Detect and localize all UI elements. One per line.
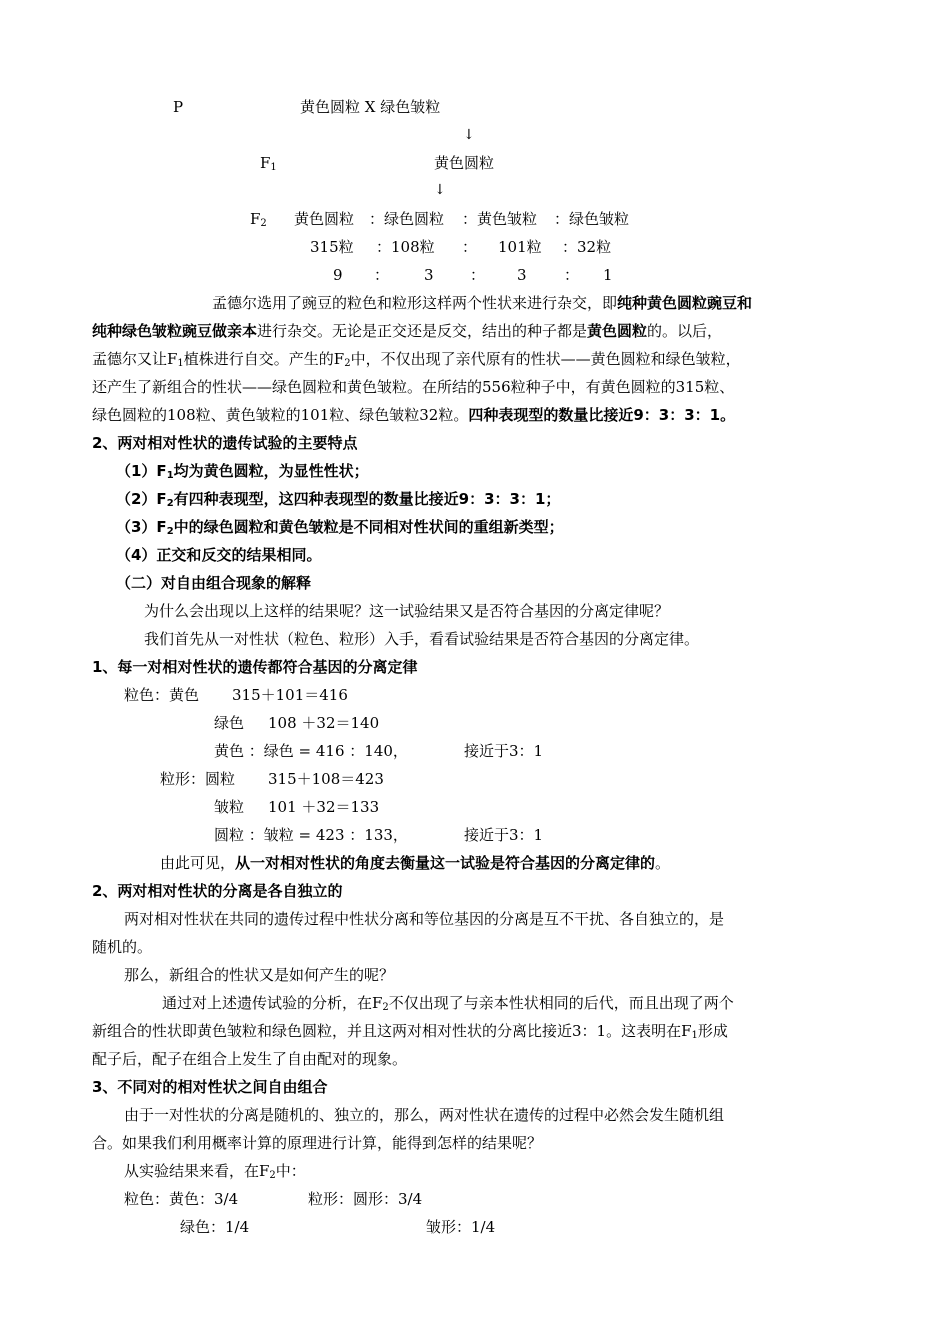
f2-count-sep: ： xyxy=(462,238,478,256)
down-arrow-icon: ↓ xyxy=(463,127,475,143)
feature-item: $(1)F_1$均为黄色圆粒，为显性性状； xyxy=(116,462,369,481)
f2-count: ：32粒 xyxy=(562,238,612,256)
color-approx: 接近于3：1 xyxy=(464,742,544,760)
f2-ratio-sep: ： xyxy=(470,266,486,284)
section-heading: （二）对自由组合现象的解释 xyxy=(116,574,312,592)
paragraph-line: 新组合的性状即黄色皱粒和绿色圆粒，并且这两对相对性状的分离比接近3：1。这表明在$F_1$形成 xyxy=(92,1022,728,1041)
f1-value: 黄色圆粒 xyxy=(434,154,495,172)
f2-count: 315粒 xyxy=(310,238,354,256)
paragraph-line: 那么，新组合的性状又是如何产生的呢？ xyxy=(124,966,395,984)
f2-ratio: 1 xyxy=(603,266,613,284)
shape-approx: 接近于3：1 xyxy=(464,826,544,844)
f2-ratio: 9 xyxy=(333,266,343,284)
paragraph-line: 通过对上述遗传试验的分析，在$F_2$不仅出现了与亲本性状相同的后代，而且出现了两个 xyxy=(162,994,734,1013)
f1-label: $F_1$ xyxy=(260,154,277,173)
paragraph-line: 两对相对性状在共同的遗传过程中性状分离和等位基因的分离是互不干扰、各自独立的，是 xyxy=(124,910,725,928)
f2-count: 101粒 xyxy=(498,238,542,256)
color-label: 粒色：黄色 xyxy=(124,686,200,704)
paragraph-line: 从实验结果来看，在$F_2$中： xyxy=(124,1162,306,1181)
section-heading: 2、两对相对性状的遗传试验的主要特点 xyxy=(92,434,358,452)
conclusion: 由此可见，从一对相对性状的角度去衡量这一试验是符合基因的分离定律的。 xyxy=(160,854,671,872)
shape-ratio: 圆粒 ：皱粒 = 423 ：133， xyxy=(214,826,408,844)
f2-ratio-sep: ： xyxy=(374,266,390,284)
paragraph-line: 我们首先从一对性状（粒色、粒形）入手，看看试验结果是否符合基因的分离定律。 xyxy=(144,630,700,648)
shape-round-sum: 315＋108＝423 xyxy=(268,770,384,788)
f2-ratio: 3 xyxy=(517,266,527,284)
shape-wrinkled-prob: 皱形：1/4 xyxy=(426,1218,496,1236)
paragraph-line: 合。如果我们利用概率计算的原理进行计算，能得到怎样的结果呢？ xyxy=(92,1134,543,1152)
color-green-sum: 108 ＋32＝140 xyxy=(268,714,380,732)
shape-round-prob: 粒形：圆形：3/4 xyxy=(308,1190,423,1208)
color-ratio: 黄色 ：绿色 = 416 ：140， xyxy=(214,742,408,760)
color-green-label: 绿色 xyxy=(214,714,245,732)
section-heading: 1、每一对相对性状的遗传都符合基因的分离定律 xyxy=(92,658,418,676)
p-generation-cross: 黄色圆粒 X 绿色皱粒 xyxy=(300,98,441,116)
f2-ratio-sep: ： xyxy=(564,266,580,284)
intro-line-2: 纯种绿色皱粒豌豆做亲本进行杂交。无论是正交还是反交，结出的种子都是黄色圆粒的。以后， xyxy=(92,322,723,340)
color-yellow-sum: 315＋101＝416 xyxy=(232,686,348,704)
paragraph-line: 为什么会出现以上这样的结果呢？这一试验结果又是否符合基因的分离定律呢？ xyxy=(144,602,670,620)
f2-phenotype: ：绿色圆粒 xyxy=(369,210,445,228)
shape-wrinkled-sum: 101 ＋32＝133 xyxy=(268,798,380,816)
feature-item: $(3)F_2$中的绿色圆粒和黄色皱粒是不同相对性状间的重组新类型； xyxy=(116,518,564,537)
intro-line-4: 还产生了新组合的性状——绿色圆粒和黄色皱粒。在所结的556粒种子中，有黄色圆粒的315粒、 xyxy=(92,378,735,396)
f2-label: $F_2$ xyxy=(250,210,267,229)
feature-item: （4）正交和反交的结果相同。 xyxy=(116,546,322,564)
down-arrow-icon: ↓ xyxy=(434,182,446,198)
f2-phenotype: ：绿色皱粒 xyxy=(554,210,630,228)
f2-phenotype: ：黄色皱粒 xyxy=(462,210,538,228)
f2-ratio: 3 xyxy=(424,266,434,284)
f2-count: ：108粒 xyxy=(376,238,435,256)
intro-line-5: 绿色圆粒的108粒、黄色皱粒的101粒、绿色皱粒32粒。四种表现型的数量比接近9：3：3：1。 xyxy=(92,406,736,424)
color-yellow-prob: 粒色：黄色：3/4 xyxy=(124,1190,239,1208)
paragraph-line: 配子后，配子在组合上发生了自由配对的现象。 xyxy=(92,1050,408,1068)
shape-wrinkled-label: 皱粒 xyxy=(214,798,245,816)
paragraph-line: 随机的。 xyxy=(92,938,153,956)
f2-phenotype: 黄色圆粒 xyxy=(294,210,355,228)
paragraph-line: 由于一对性状的分离是随机的、独立的，那么，两对性状在遗传的过程中必然会发生随机组 xyxy=(124,1106,725,1124)
intro-line-1: 孟德尔选用了豌豆的粒色和粒形这样两个性状来进行杂交，即纯种黄色圆粒豌豆和 xyxy=(212,294,753,312)
intro-line-3: 孟德尔又让$F_1$植株进行自交。产生的$F_2$中，不仅出现了亲代原有的性状——黄色圆粒和绿色皱粒， xyxy=(92,350,741,369)
feature-item: $(2)F_2$有四种表现型，这四种表现型的数量比接近9：3：3：1； xyxy=(116,490,561,509)
p-generation-label: P xyxy=(173,98,184,116)
color-green-prob: 绿色：1/4 xyxy=(180,1218,250,1236)
section-heading: 2、两对相对性状的分离是各自独立的 xyxy=(92,882,343,900)
shape-label: 粒形：圆粒 xyxy=(160,770,236,788)
section-heading: 3、不同对的相对性状之间自由组合 xyxy=(92,1078,328,1096)
